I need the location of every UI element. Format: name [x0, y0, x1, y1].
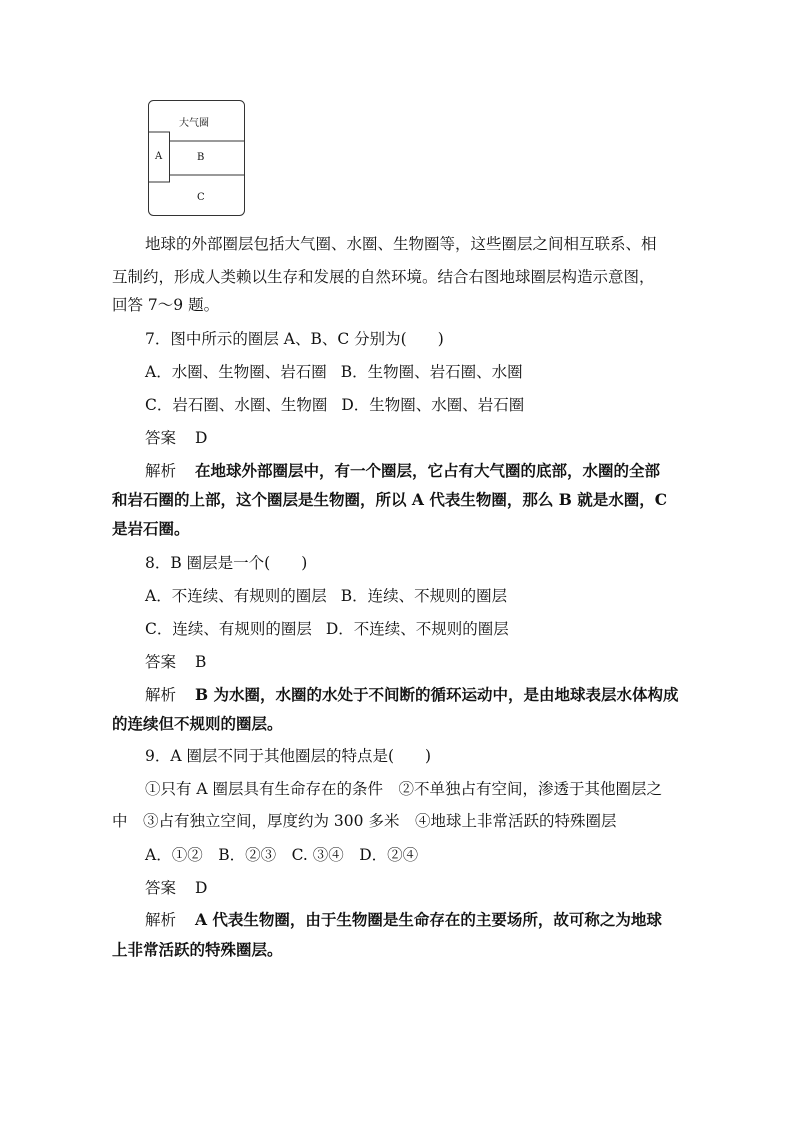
- answer-value: D: [195, 879, 208, 897]
- q7-analysis-line-3: 是岩石圈。: [112, 519, 190, 538]
- diagram-label-atmosphere: 大气圈: [179, 118, 209, 129]
- q8-option-c: C．连续、有规则的圈层: [145, 620, 312, 638]
- q8-option-a: A．不连续、有规则的圈层: [145, 587, 327, 605]
- q7-option-b: B．生物圈、岩石圈、水圈: [340, 363, 523, 381]
- q7-answer: [145, 428, 685, 448]
- answer-label: 答案: [145, 879, 177, 897]
- q8-options-row-2: [145, 619, 685, 639]
- analysis-text: A 代表生物圈，由于生物圈是生命存在的主要场所，故可称之为地球: [195, 910, 662, 929]
- analysis-label: 解析: [145, 911, 177, 929]
- q7-option-a: A．水圈、生物圈、岩石圈: [145, 363, 327, 381]
- diagram-label-a: A: [155, 151, 163, 162]
- answer-label: 答案: [145, 653, 177, 671]
- intro-line-1: 地球的外部圈层包括大气圈、水圈、生物圈等，这些圈层之间相互联系、相: [145, 235, 657, 253]
- answer-label: 答案: [145, 429, 177, 447]
- q9-answer: [145, 878, 685, 898]
- diagram-label-c: C: [197, 192, 205, 203]
- q9-options: A．①② B．②③ C. ③④ D．②④: [145, 846, 419, 864]
- q8-stem: 8．B 圈层是一个( ): [145, 554, 308, 572]
- q8-options-row-1: [145, 586, 685, 606]
- analysis-label: 解析: [145, 462, 177, 480]
- q9-analysis-line-2: 上非常活跃的特殊圈层。: [112, 940, 283, 959]
- intro-line-2: 互制约，形成人类赖以生存和发展的自然环境。结合右图地球圈层构造示意图，: [112, 268, 655, 286]
- diagram-label-b: B: [197, 152, 205, 163]
- q8-option-d: D．不连续、不规则的圈层: [325, 620, 509, 638]
- answer-value: B: [195, 653, 207, 671]
- intro-line-3: 回答 7～9 题。: [112, 296, 220, 314]
- q8-analysis-line-1: [145, 685, 685, 705]
- earth-spheres-diagram: [148, 100, 245, 216]
- q7-option-d: D．生物圈、水圈、岩石圈: [341, 396, 525, 414]
- q7-options-row-1: [145, 362, 685, 382]
- analysis-label: 解析: [145, 686, 177, 704]
- q9-statements-line-2: 中 ③占有独立空间，厚度约为 300 多米 ④地球上非常活跃的特殊圈层: [112, 812, 617, 830]
- q7-analysis-line-1: [145, 461, 685, 481]
- q7-options-row-2: [145, 395, 685, 415]
- q9-stem: 9．A 圈层不同于其他圈层的特点是( ): [145, 747, 432, 765]
- q8-analysis-line-2: 的连续但不规则的圈层。: [112, 714, 283, 733]
- q8-option-b: B．连续、不规则的圈层: [340, 587, 508, 605]
- analysis-text: 在地球外部圈层中，有一个圈层，它占有大气圈的底部，水圈的全部: [195, 461, 661, 480]
- q8-answer: [145, 652, 685, 672]
- q9-analysis-line-1: [145, 910, 685, 930]
- q9-statements-line-1: ①只有 A 圈层具有生命存在的条件 ②不单独占有空间，渗透于其他圈层之: [145, 780, 663, 798]
- q7-option-c: C．岩石圈、水圈、生物圈: [145, 396, 328, 414]
- answer-value: D: [195, 429, 208, 447]
- q7-stem: 7．图中所示的圈层 A、B、C 分别为( ): [145, 330, 444, 348]
- analysis-text: B 为水圈，水圈的水处于不间断的循环运动中，是由地球表层水体构成: [195, 685, 679, 704]
- q7-analysis-line-2: 和岩石圈的上部，这个圈层是生物圈，所以 A 代表生物圈，那么 B 就是水圈，C: [112, 490, 668, 509]
